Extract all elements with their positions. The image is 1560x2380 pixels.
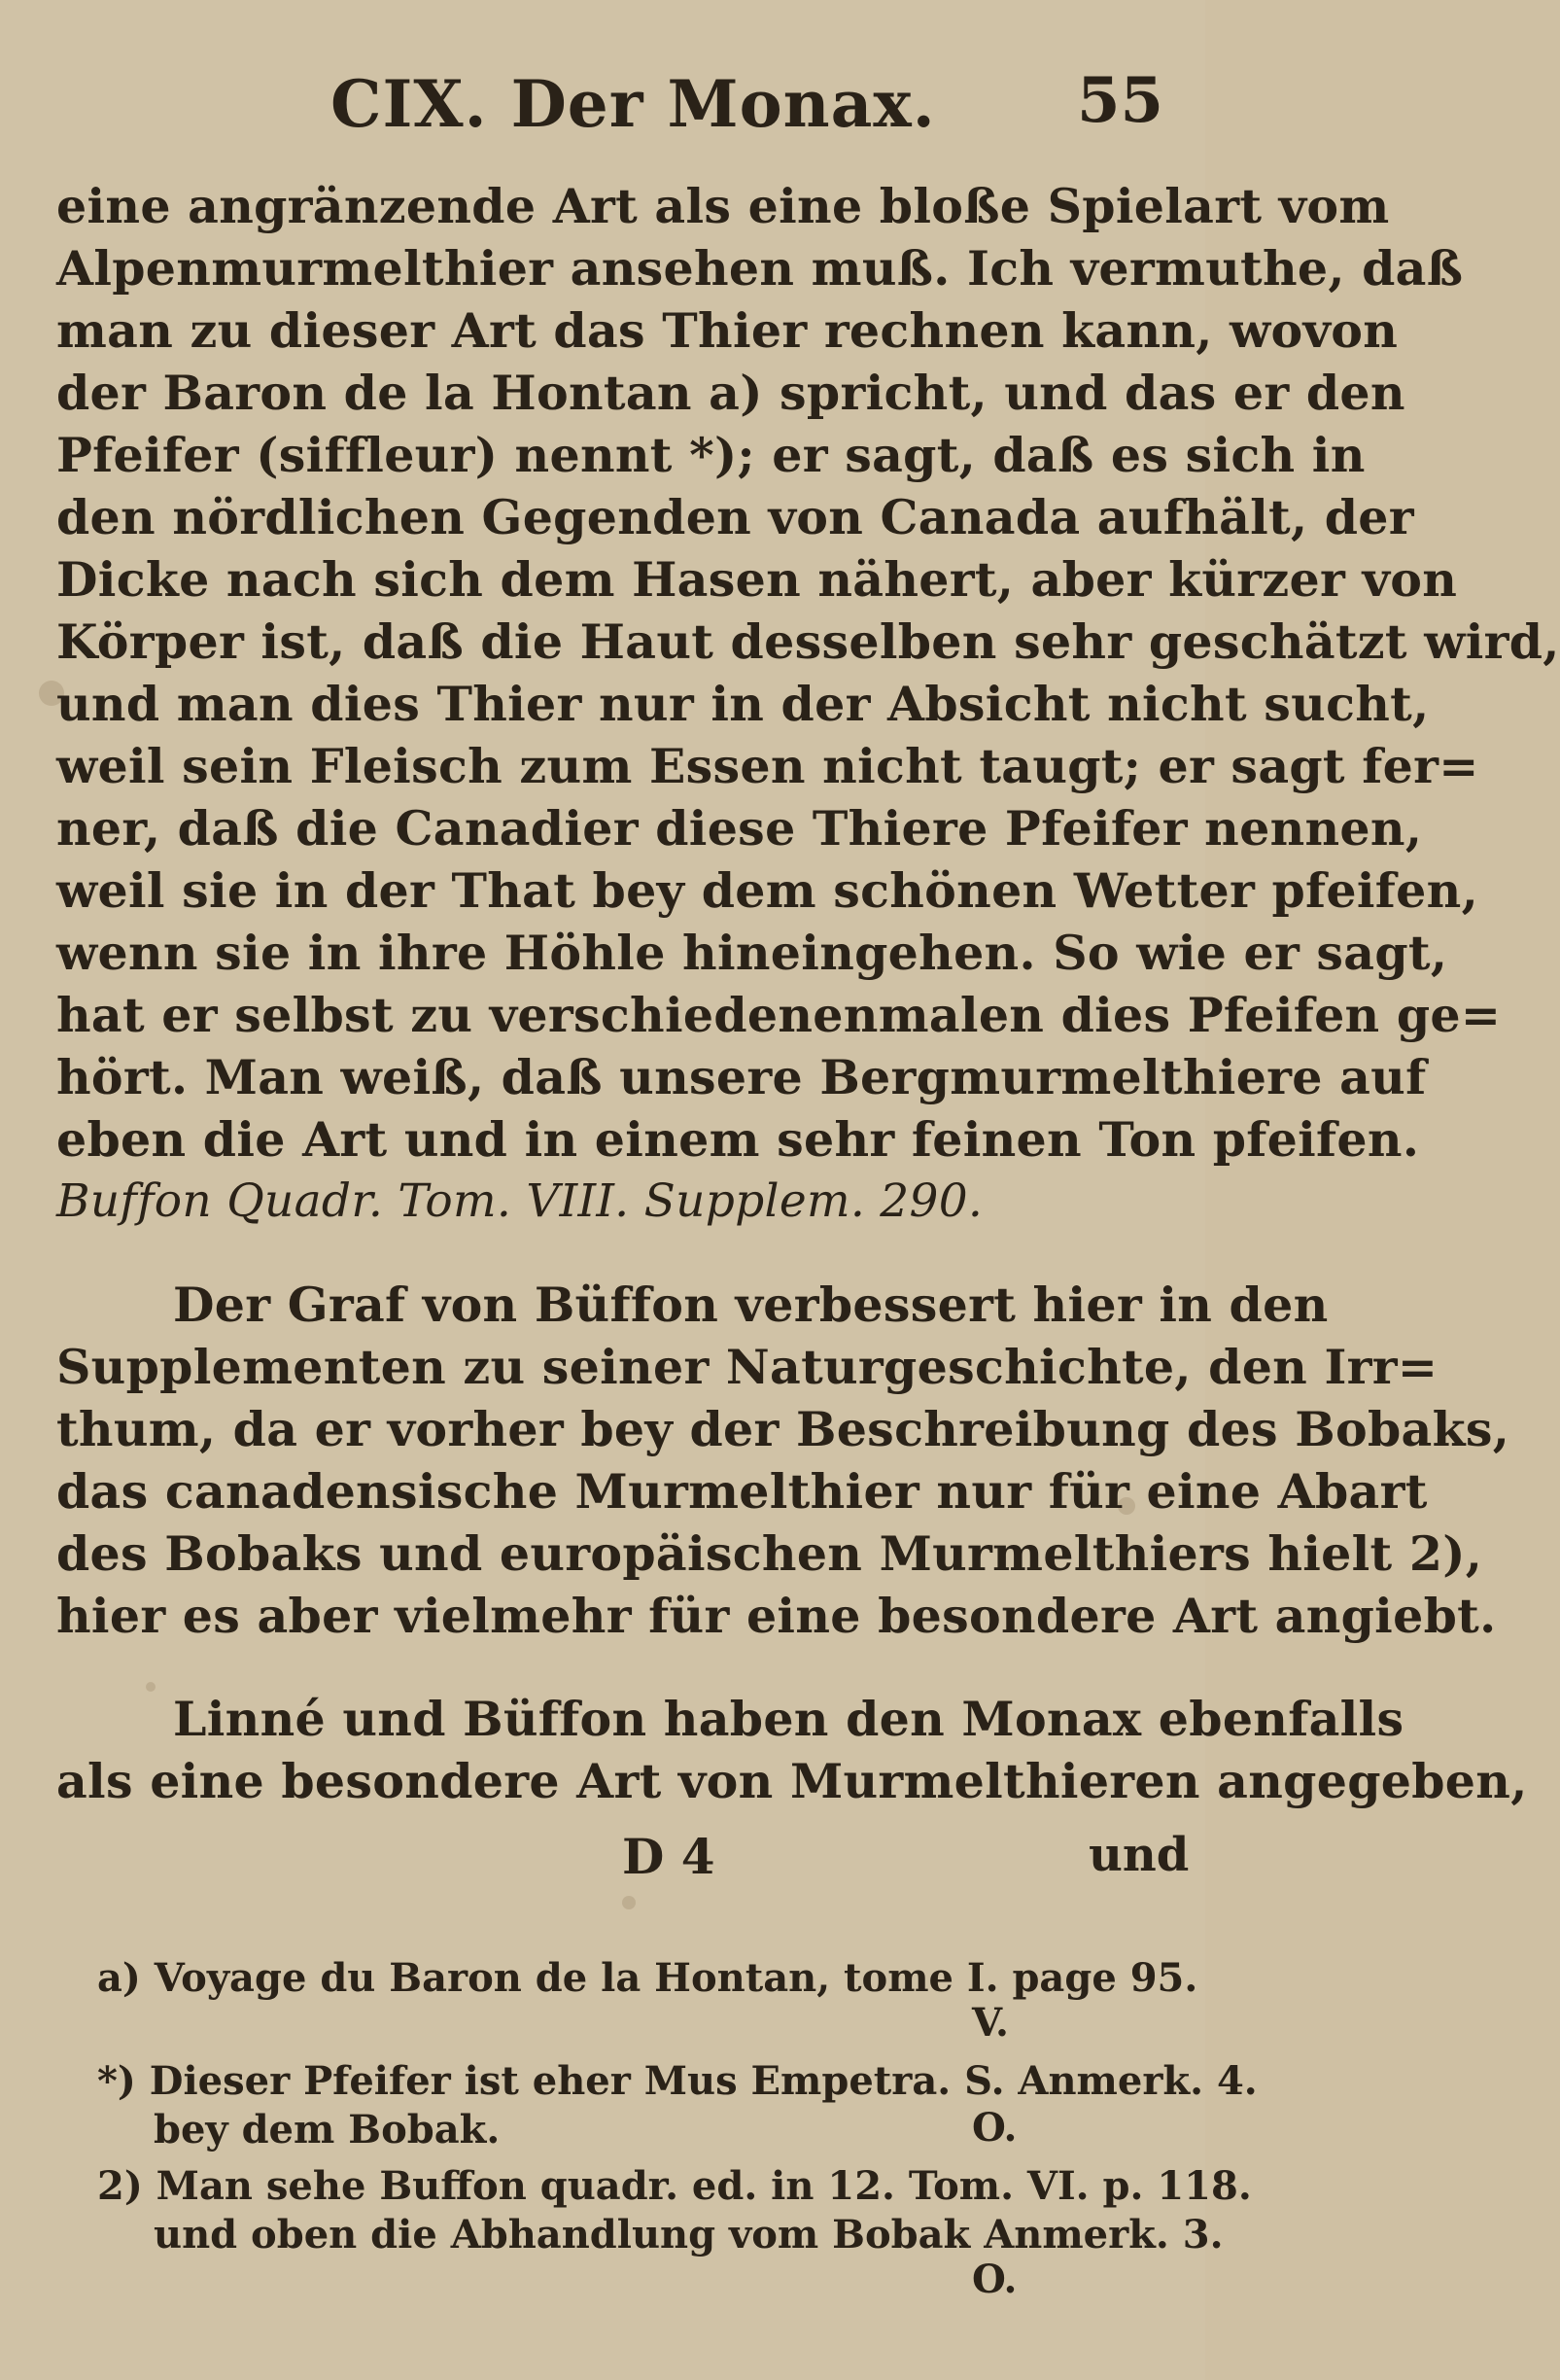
text-line: ner, daß die Canadier diese Thiere Pfeifer nennen,	[56, 800, 1423, 857]
text-line: hat er selbst zu verschiedenenmalen dies Pfeifen ge=	[56, 987, 1502, 1043]
text-line: den nördlichen Gegenden von Canada aufhält, der	[56, 489, 1414, 545]
text-line: eben die Art und in einem sehr feinen Ton pfeifen.	[56, 1111, 1420, 1168]
text-line: weil sein Fleisch zum Essen nicht taugt; er sagt fer=	[56, 738, 1479, 794]
source-citation: Buffon Quadr. Tom. VIII. Supplem. 290.	[56, 1174, 984, 1228]
footnote-signature: V.	[972, 2000, 1009, 2046]
catchword: und	[1089, 1828, 1190, 1882]
text-line: als eine besondere Art von Murmelthieren angegeben,	[56, 1753, 1528, 1809]
main-text	[56, 175, 1560, 1812]
text-line: hört. Man weiß, daß unsere Bergmurmelthiere auf	[56, 1049, 1427, 1105]
footnote-star	[97, 2057, 1258, 2152]
page-header	[0, 39, 1205, 146]
text-line: thum, da er vorher bey der Beschreibung des Bobaks,	[56, 1401, 1510, 1457]
text-line: man zu dieser Art das Thier rechnen kann, wovon	[56, 302, 1399, 359]
text-line: Linné und Büffon haben den Monax ebenfalls	[173, 1691, 1404, 1747]
footnote-2	[97, 2162, 1252, 2302]
text-line: Supplementen zu seiner Naturgeschichte, den Irr=	[56, 1339, 1439, 1395]
page-number: 55	[1077, 64, 1164, 137]
paragraph-1	[56, 175, 1560, 1233]
text-line: eine angränzende Art als eine bloße Spielart vom	[56, 178, 1390, 234]
text-line: der Baron de la Hontan a) spricht, und das er den	[56, 365, 1405, 421]
text-line: Körper ist, daß die Haut desselben sehr geschätzt wird,	[56, 613, 1560, 670]
running-title: CIX. Der Monax.	[330, 66, 936, 142]
footnote-continuation: bey dem Bobak.	[154, 2107, 501, 2152]
text-line: Pfeifer (siffleur) nennt *); er sagt, daß es sich in	[56, 427, 1366, 483]
text-line: Alpenmurmelthier ansehen muß. Ich vermuthe, daß	[56, 240, 1464, 297]
footnote-continuation: und oben die Abhandlung vom Bobak Anmerk. 3.	[154, 2212, 1224, 2258]
footnotes	[97, 1954, 1258, 2302]
text-line: des Bobaks und europäischen Murmelthiers hielt 2),	[56, 1525, 1483, 1582]
foxing-spot	[622, 1896, 636, 1909]
paragraph-3	[56, 1688, 1528, 1812]
text-line: wenn sie in ihre Höhle hineingehen. So wie er sagt,	[56, 925, 1448, 981]
text-line: das canadensische Murmelthier nur für eine Abart	[56, 1463, 1428, 1520]
footnote-text: a) Voyage du Baron de la Hontan, tome I. page 95.	[97, 1955, 1198, 2001]
text-line: Dicke nach sich dem Hasen nähert, aber kürzer von	[56, 551, 1458, 608]
text-line: Der Graf von Büffon verbessert hier in den	[173, 1277, 1329, 1333]
signature-mark: D 4	[622, 1828, 715, 1885]
footnote-signature: O.	[972, 2105, 1018, 2151]
footnote-text: *) Dieser Pfeifer ist eher Mus Empetra. S. Anmerk. 4.	[97, 2058, 1258, 2104]
paragraph-2	[56, 1274, 1510, 1647]
catchline	[0, 1828, 1205, 1890]
text-line: weil sie in der That bey dem schönen Wetter pfeifen,	[56, 862, 1478, 919]
footnote-text: 2) Man sehe Buffon quadr. ed. in 12. Tom. VI. p. 118.	[97, 2163, 1252, 2209]
footnote-a	[97, 1954, 1198, 2046]
text-line: hier es aber vielmehr für eine besondere Art angiebt.	[56, 1588, 1497, 1644]
footnote-signature: O.	[972, 2257, 1018, 2302]
text-line: und man dies Thier nur in der Absicht nicht sucht,	[56, 676, 1430, 732]
